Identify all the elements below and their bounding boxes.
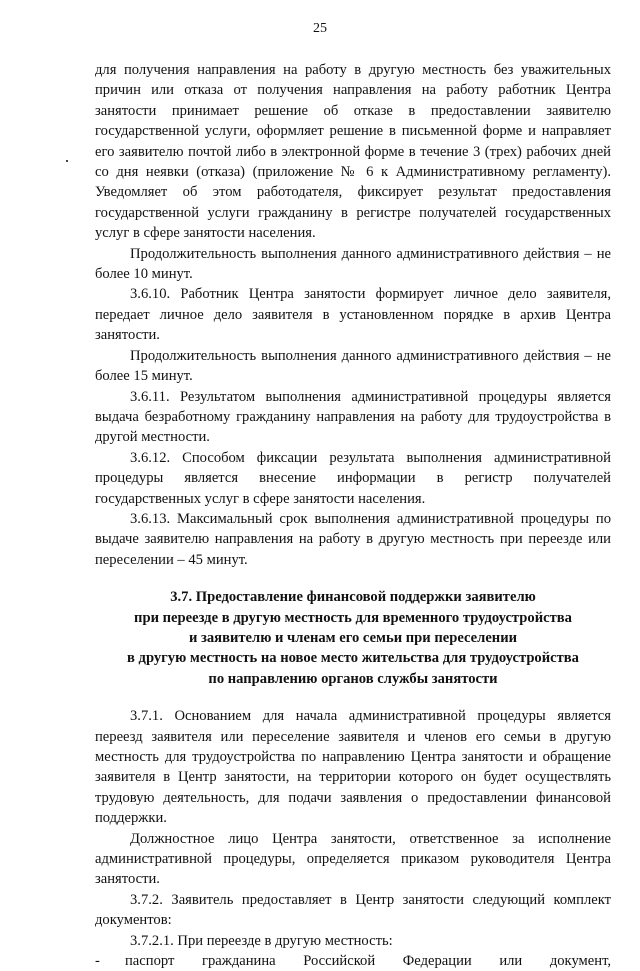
list-item	[95, 951, 611, 971]
paragraph: для получения направления на работу в другую местность без уважительных причин или отказа от получения направления на работу работник Центра занятости принимает решение об отказе в предоставлении заявителю государственной услуги, оформляет решение в письменной форме и направляет его заявителю почтой либо в электронной форме в течение 3 (трех) рабочих дней со дня неявки (отказа) (приложение № 6 к Административному регламенту). Уведомляет об этом работодателя, фиксирует результат предоставления государственной услуги гражданину в регистре получателей государственных услуг в сфере занятости населения.	[95, 62, 611, 242]
paragraph: 3.6.11. Результатом выполнения административной процедуры является выдача безработному гражданину направления на работу для трудоустройства в другой местности.	[95, 388, 611, 446]
paragraph: 3.7.1. Основанием для начала административной процедуры является переезд заявителя или переселение заявителя и членов его семьи в другую местность для трудоустройства по направлению Центра занятости и обращение заявителя в Центр занятости, на территории которого он будет осуществлять трудовую деятельность, для подачи заявления о предоставлении финансовой поддержки.	[95, 708, 611, 827]
scan-speck	[66, 160, 68, 162]
section-heading-line: в другую местность на новое место жительства для трудоустройства	[127, 650, 579, 667]
list-dash: -	[95, 953, 100, 970]
paragraph: 3.6.13. Максимальный срок выполнения административной процедуры по выдаче заявителю направления на работу в другую местность при переезде или переселении – 45 минут.	[95, 510, 611, 568]
paragraph: 3.6.12. Способом фиксации результата выполнения административной процедуры является внесение информации в регистр получателей государственных услуг в сфере занятости населения.	[95, 449, 611, 507]
paragraph: 3.6.10. Работник Центра занятости формирует личное дело заявителя, передает личное дело заявителя в установленном порядке в архив Центра занятости.	[95, 286, 611, 344]
paragraph: 3.7.2.1. При переезде в другую местность:	[130, 932, 393, 949]
paragraph: Продолжительность выполнения данного административного действия – не более 10 минут.	[95, 245, 611, 283]
paragraph: 3.7.2. Заявитель предоставляет в Центр занятости следующий комплект документов:	[95, 891, 611, 929]
paragraph: Должностное лицо Центра занятости, ответственное за исполнение административной процедуры, определяется приказом руководителя Центра занятости.	[95, 830, 611, 888]
section-heading	[95, 587, 611, 689]
document-body	[95, 60, 611, 971]
section-heading-line: по направлению органов службы занятости	[208, 670, 498, 687]
page-number: 25	[313, 21, 327, 36]
list-item-text: паспорт гражданина Российской Федерации или документ,	[125, 953, 611, 970]
paragraph: Продолжительность выполнения данного административного действия – не более 15 минут.	[95, 347, 611, 385]
section-heading-line: и заявителю и членам его семьи при переселении	[188, 629, 518, 646]
section-heading-line: 3.7. Предоставление финансовой поддержки заявителю	[170, 589, 536, 606]
section-heading-line: при переезде в другую местность для временного трудоустройства	[134, 609, 572, 626]
